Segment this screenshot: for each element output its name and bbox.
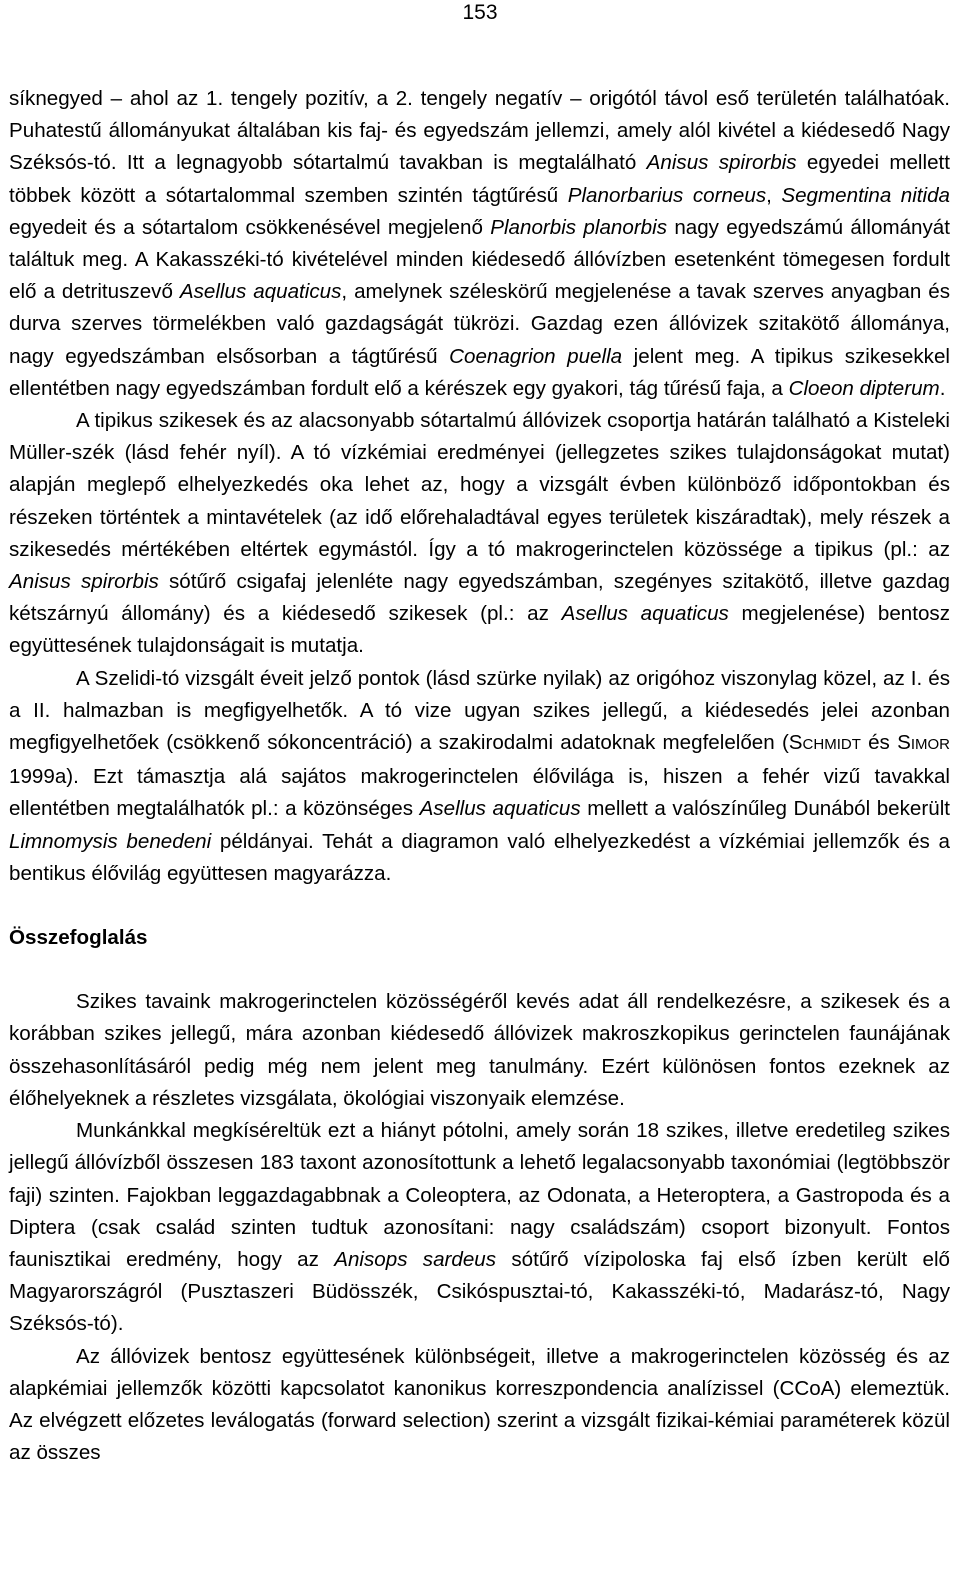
text-run: megjelenése) bentosz együttesének tulajdonságait is mutatja.	[9, 602, 951, 658]
text-run: és S	[860, 731, 911, 755]
section-heading: Összefoglalás	[9, 926, 148, 950]
text-run: sótűrő csigafaj jelenléte nagy egyedszámban, szegényes szitakötő, illetve gazdag kétszárnyú állomány) és a kiédesedő szikesek (pl.: az	[9, 570, 950, 626]
species-name: Asellus aquaticus	[561, 602, 729, 626]
paragraph-4	[9, 986, 950, 1115]
author-name-smallcaps: IMOR	[910, 736, 950, 754]
spacer	[9, 954, 950, 986]
species-name: Limnomysis benedeni	[9, 829, 212, 853]
text-run: egyedei mellett többek között a sótartalommal szemben szintén tágtűrésű	[9, 151, 950, 207]
species-name: Coenagrion puella	[449, 344, 623, 368]
species-name: Planorbarius corneus	[567, 183, 767, 207]
spacer	[9, 890, 950, 922]
text-run: .	[939, 376, 946, 400]
paragraph-1	[9, 83, 950, 405]
text-run: példányai. Tehát a diagramon való elhelyezkedést a vízkémiai jellemzők és a bentikus élővilág együttesen magyarázza.	[9, 829, 950, 885]
species-name: Planorbis planorbis	[490, 215, 667, 239]
page-body	[9, 83, 950, 1469]
text-run: mellett a valószínűleg Dunából bekerült	[580, 797, 950, 821]
paragraph-6	[9, 1341, 950, 1470]
text-run: síknegyed – ahol az 1. tengely pozitív, a 2. tengely negatív – origótól távol eső területén találhatóak. Puhatestű állományukat általában kis faj- és egyedszám jellemzi, amely alól kivétel a kiédesedő Nagy Széksós-tó. Itt a legnagyobb sótartalmú tavakban is megtalálható	[9, 87, 950, 175]
species-name: Segmentina nitida	[781, 183, 950, 207]
text-run: , amelynek széleskörű megjelenése a tavak szerves anyagban és durva szerves törmelékben való gazdagságát tükrözi. Gazdag ezen állóvizek szitakötő állománya, nagy egyedszámban elsősorban a tágtűrésű	[9, 280, 951, 368]
text-run: jelent meg. A tipikus szikesekkel ellentétben nagy egyedszámban fordult elő a kérészek egy gyakori, tág tűrésű faja, a	[9, 344, 950, 400]
paragraph-2	[9, 405, 950, 663]
paragraph-3	[9, 663, 950, 890]
text-run: Munkánkkal megkíséreltük ezt a hiányt pótolni, amely során 18 szikes, illetve eredetileg szikes jellegű állóvízből összesen 183 taxont azonosítottunk a lehető legalacsonyabb taxonómiai (legtöbbször faji) szinten. Fajokban leggazdagabbnak a Coleoptera, az Odonata, a Heteroptera, a Gastropoda és a Diptera (csak család szinten tudtuk azonosítani: nagy családszám) csoport bizonyult. Fontos faunisztikai eredmény, hogy az	[9, 1119, 950, 1271]
species-name: Anisus spirorbis	[9, 570, 159, 594]
page-number: 153	[462, 1, 498, 24]
text-run: A tipikus szikesek és az alacsonyabb sótartalmú állóvizek csoportja határán található a Kisteleki Müller-szék (lásd fehér nyíl). A tó vízkémiai eredményei (jellegzetes szikes tulajdonságokat mutat) alapján meglepő elhelyezkedés oka lehet az, hogy a vizsgált évben különböző időpontokban és részeken történtek a mintavételek (az idő előrehaladtával egyes területek kiszáradtak), mely részek a szikesedés mértékében eltértek egymástól. Így a tó makrogerinctelen közössége a tipikus (pl.: az	[9, 409, 950, 561]
species-name: Asellus aquaticus	[179, 280, 342, 304]
text-run: sótűrő vízipoloska faj első ízben került elő Magyarországról (Pusztaszeri Büdösszék, Csikóspusztai-tó, Kakasszéki-tó, Madarász-tó, Nagy Széksós-tó).	[9, 1247, 950, 1336]
text-run: 1999a). Ezt támasztja alá sajátos makrogerinctelen élővilága is, hiszen a fehér vizű tavakkal ellentétben megtalálhatók pl.: a közönséges	[9, 765, 950, 821]
text-run: nagy egyedszámú állományát találtuk meg. A Kakasszéki-tó kivételével minden kiédesedő állóvízben esetenként tömegesen fordult elő a detrituszevő	[9, 215, 950, 304]
species-name: Cloeon dipterum	[788, 376, 940, 400]
author-name-smallcaps: CHMIDT	[802, 736, 861, 754]
species-name: Asellus aquaticus	[419, 797, 581, 821]
paragraph-5	[9, 1115, 950, 1340]
text-run: A Szelidi-tó vizsgált éveit jelző pontok (lásd szürke nyilak) az origóhoz viszonylag közel, az I. és a II. halmazban is megfigyelhetők. A tó vize ugyan szikes jellegű, a kiédesedés jelei azonban megfigyelhetőek (csökkenő sókoncentráció) a szakirodalmi adatoknak megfelelően (S	[9, 666, 950, 755]
text-run: egyedeit és a sótartalom csökkenésével megjelenő	[9, 215, 491, 239]
text-run: ,	[766, 183, 782, 207]
text-run: Szikes tavaink makrogerinctelen közösségéről kevés adat áll rendelkezésre, a szikesek és a korábban szikes jellegű, mára azonban kiédesedő állóvizek makroszkopikus gerinctelen faunájának összehasonlításáról pedig még nem jelent meg tanulmány. Ezért különösen fontos ezeknek az élőhelyeknek a részletes vizsgálata, ökológiai viszonyaik elemzése.	[9, 990, 950, 1110]
text-run: Az állóvizek bentosz együttesének különbségeit, illetve a makrogerinctelen közösség és az alapkémiai jellemzők közötti kapcsolatot kanonikus korreszpondencia analízissel (CCoA) elemeztük. Az elvégzett előzetes leválogatás (forward selection) szerint a vizsgált fizikai-kémiai paraméterek közül az összes	[9, 1344, 950, 1465]
species-name: Anisops sardeus	[334, 1247, 497, 1271]
species-name: Anisus spirorbis	[646, 151, 797, 175]
